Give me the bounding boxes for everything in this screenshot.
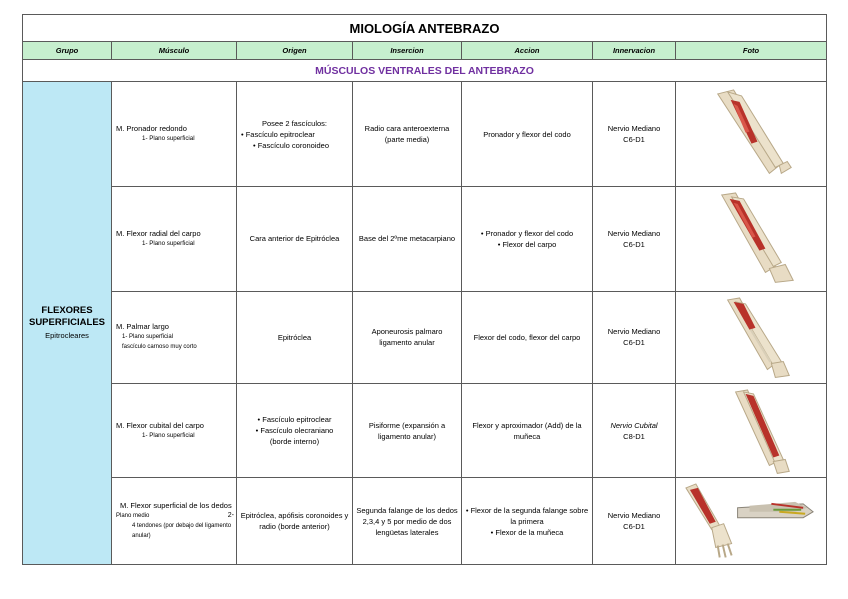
insertion-cell: Radio cara anteroexterna (parte media) [353,82,462,187]
nerve-cell [593,291,676,383]
nerve-root: C6-D1 [623,239,645,249]
nerve-name: Nervio Mediano [607,124,661,134]
insertion-cell: Pisiforme (expansión a ligamento anular) [353,383,462,477]
action-bullet: • Flexor del carpo [464,239,590,250]
nerve-cell [593,383,676,477]
action-cell [462,478,593,564]
origin-intro: Posee 2 fascículos: [261,118,328,128]
nerve-name: Nervio Mediano [607,327,661,337]
origin-cell: Epitróclea [237,291,353,383]
nerve-name: Nervio Mediano [607,228,661,238]
header-accion: Accion [462,42,593,60]
photo-cell [676,291,827,383]
action-cell: Pronador y flexor del codo [462,82,593,187]
insertion-cell: Aponeurosis palmaro ligamento anular [353,291,462,383]
muscle-cell [112,187,237,291]
group-name-1: FLEXORES [41,305,93,317]
muscle-name: M. Pronador redondo [116,124,187,134]
nerve-cell [593,187,676,291]
action-bullet: • Flexor de la segunda falange sobre la primera [464,505,590,527]
muscle-extra: 4 tendones (por debajo del ligamento anular) [132,523,232,540]
action-bullet: • Pronador y flexor del codo [464,228,590,239]
nerve-root: C8-D1 [623,431,645,441]
page-title: MIOLOGÍA ANTEBRAZO [23,15,827,42]
table-row [23,187,827,291]
photo-cell [676,187,827,291]
header-innervacion: Innervacion [593,42,676,60]
origin-tail: (borde interno) [269,437,320,447]
table-row [23,383,827,477]
muscle-name: M. Flexor radial del carpo [116,228,201,238]
header-grupo: Grupo [23,42,112,60]
origin-cell: Epitróclea, apófisis coronoides y radio (borde anterior) [237,478,353,564]
table-row [23,478,827,564]
nerve-root: C6-D1 [623,135,645,145]
muscle-cell [112,383,237,477]
group-sub: Epitrocleares [45,331,89,341]
muscle-number: 2- [227,512,234,520]
group-cell [23,82,112,565]
hand-tendon-image [676,478,826,563]
nerve-name: Nervio Mediano [607,511,661,521]
table-row [23,291,827,383]
muscle-cell [112,478,237,564]
origin-bullet: • Fascículo olecraniano [239,425,350,436]
action-cell [462,187,593,291]
photo-cell [676,383,827,477]
nerve-name: Nervio Cubital [610,420,658,430]
header-musculo: Músculo [112,42,237,60]
photo-cell [676,82,827,187]
muscle-name: M. Flexor cubital del carpo [116,420,204,430]
nerve-root: C6-D1 [623,338,645,348]
muscle-plane: 1- Plano superficial [142,431,195,439]
origin-cell [237,82,353,187]
muscle-name: M. Flexor superficial de los dedos [120,501,232,511]
table-row [23,82,827,187]
action-cell: Flexor y aproximador (Add) de la muñeca [462,383,593,477]
muscle-name: M. Palmar largo [116,322,169,332]
header-origen: Origen [237,42,353,60]
muscle-cell [112,82,237,187]
action-cell: Flexor del codo, flexor del carpo [462,291,593,383]
nerve-root: C6-D1 [623,522,645,532]
photo-cell [676,478,827,564]
muscle-plane: Plano medio [116,513,150,520]
muscle-plane: 1- Plano superficial [122,334,174,341]
muscle-extra: fascículo carnoso muy corto [122,344,197,351]
header-foto: Foto [676,42,827,60]
insertion-cell: Segunda falange de los dedos 2,3,4 y 5 por medio de dos lengüetas laterales [353,478,462,564]
muscle-plane: 1- Plano superficial [142,239,195,247]
origin-cell: Cara anterior de Epitróclea [237,187,353,291]
insertion-cell: Base del 2ºme metacarpiano [353,187,462,291]
section-title: MÚSCULOS VENTRALES DEL ANTEBRAZO [23,60,827,82]
origin-bullet: • Fascículo epitroclear [239,129,350,140]
action-bullet: • Flexor de la muñeca [464,527,590,538]
forearm-anatomy-image [676,187,826,290]
forearm-anatomy-image [676,384,826,477]
header-insercion: Insercion [353,42,462,60]
nerve-cell [593,478,676,564]
miologia-table [22,14,827,565]
group-name-2: SUPERFICIALES [28,317,105,329]
origin-cell [237,383,353,477]
origin-bullet: • Fascículo epitroclear [239,414,350,425]
muscle-plane: 1- Plano superficial [142,135,195,143]
muscle-cell [112,291,237,383]
origin-bullet: • Fascículo coronoideo [239,140,350,151]
header-row [23,42,827,60]
forearm-anatomy-image [676,82,826,186]
nerve-cell [593,82,676,187]
forearm-anatomy-image [676,292,826,383]
